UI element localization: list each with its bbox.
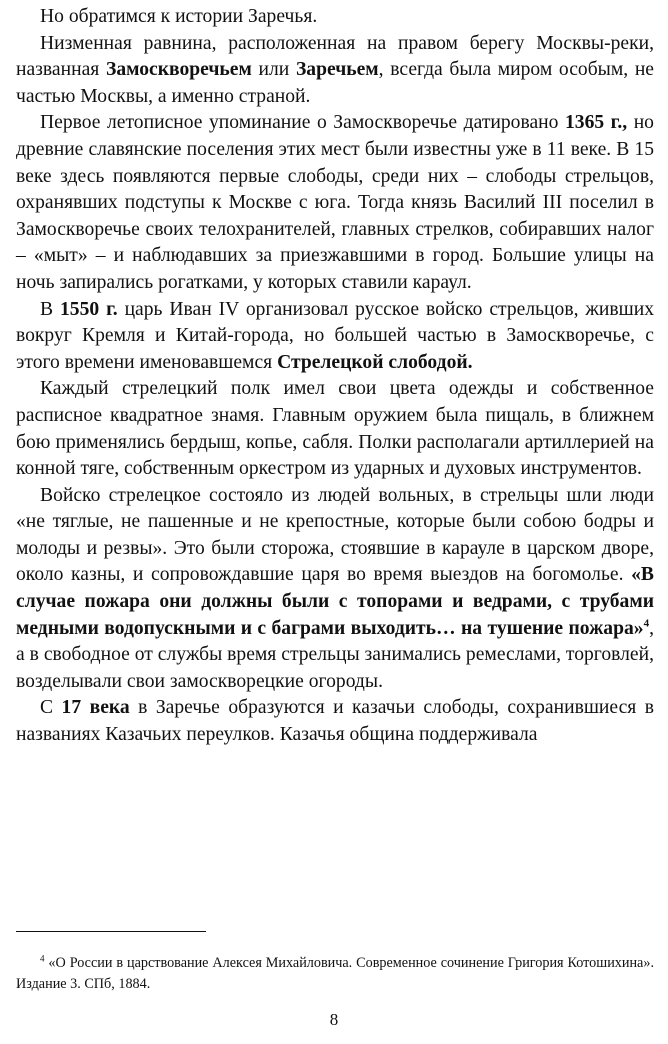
bold-text-run: Заречьем [295, 59, 379, 81]
paragraph [16, 4, 654, 31]
text-run: в Заречье образуются и казачьи слободы, сохранившиеся в названиях Казачьих переулков. Казачья община поддерживала [16, 697, 655, 746]
bold-text-run: «В случае пожара они должны были с топорами и ведрами, с трубами медными водопускными и с баграми выходить… на тушение пожара» [16, 564, 654, 639]
footnote-separator [16, 931, 206, 932]
footnote [16, 953, 654, 994]
paragraph [16, 31, 654, 111]
footnote-text: «О России в царствование Алексея Михайловича. Современное сочинение Григория Котошихина». Издание 3. СПб, 1884. [16, 955, 654, 992]
bold-text-run: 1550 г. [59, 298, 118, 320]
bold-text-run: 1365 г., [564, 112, 628, 134]
text-run: В [40, 298, 60, 320]
paragraph [16, 695, 654, 748]
bold-text-run: Стрелецкой слободой. [277, 351, 473, 373]
paragraph [16, 297, 654, 377]
text-run: Но обратимся к истории Заречья. [40, 6, 318, 27]
text-run: , всегда была миром особым, не частью Москвы, а именно страной. [16, 59, 655, 107]
paragraph [16, 376, 654, 482]
text-run: Первое летописное упоминание о Замоскворечье датировано [40, 112, 565, 134]
bold-text-run: 17 века [61, 697, 130, 719]
text-run: С [40, 697, 62, 719]
text-run: , а в свободное от службы время стрельцы занимались ремеслами, торговлей, возделывали свои замоскворецкие огороды. [16, 617, 654, 692]
text-run: или [251, 59, 296, 81]
paragraph [16, 483, 654, 696]
footnote-reference: 4 [643, 617, 650, 630]
paragraph [16, 110, 654, 296]
text-run: Низменная равнина, расположенная на правом берегу Москвы-реки, названная [16, 32, 654, 81]
text-run: царь Иван IV организовал русское войско стрельцов, живших вокруг Кремля и Китай-города, но большей частью в Замоскворечье, с этого времени именовавшемся [16, 298, 655, 373]
body-text [16, 4, 654, 749]
bold-text-run: Замоскворечьем [105, 59, 252, 81]
text-run: Войско стрелецкое состояло из людей вольных, в стрельцы шли люди «не тяглые, не пашенные и не крепостные, которые были собою бодры и молоды и резвы». Это были сторожа, стоявшие в карауле в царском дворе, около казны, и сопровождавшие царя во время выездов на богомолье. [16, 484, 654, 586]
text-run: но древние славянские поселения этих мест были известны уже в 11 веке. В 15 веке здесь появляются первые слободы, среди них – слободы стрельцов, охранявших подступы к Москве с юга. Тогда князь Василий III поселил в Замоскворечье своих телохранителей, главных стрелков, собиравших налог – «мыт» – и наблюдавших за приезжавшими в город. Большие улицы на ночь запирались рогатками, у которых ставили караул. [16, 112, 654, 293]
page-number: 8 [329, 1010, 339, 1029]
text-run: Каждый стрелецкий полк имел свои цвета одежды и собственное расписное квадратное знамя. Главным оружием была пищаль, в ближнем бою применялись бердыш, копье, сабля. Полки располагали артиллерией на конной тяге, собственным оркестром из ударных и духовых инструментов. [16, 378, 654, 480]
footnote-marker: 4 [40, 953, 45, 964]
